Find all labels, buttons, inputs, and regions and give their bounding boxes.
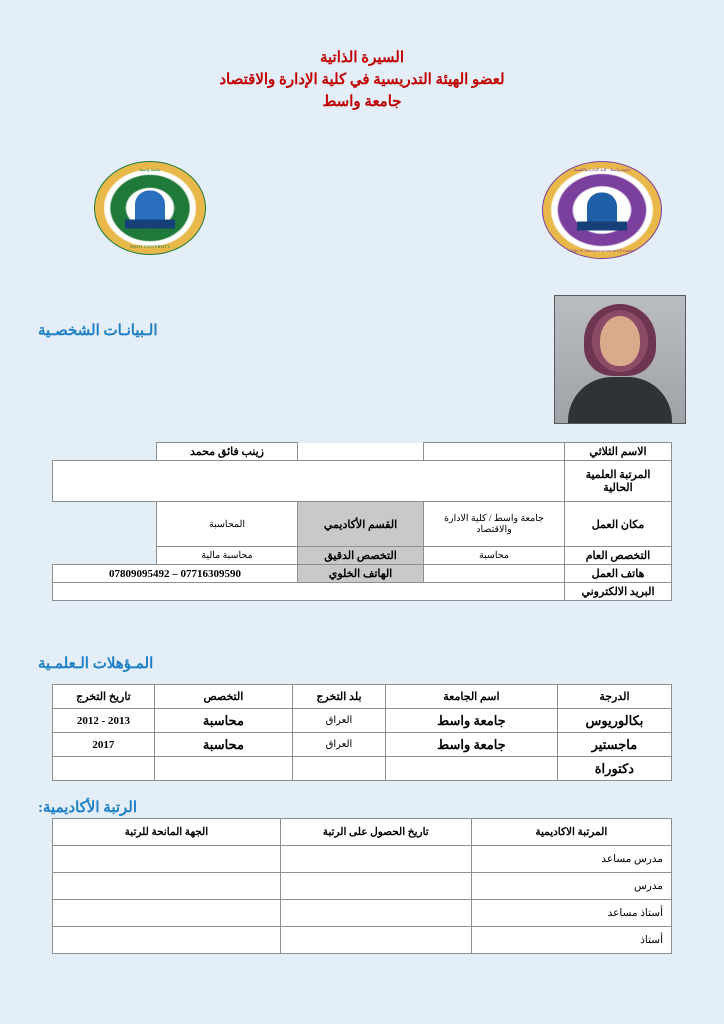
personal-mid-value: المحاسبة	[157, 502, 298, 547]
personal-mobile-value: 07716309590 – 07809095492	[53, 565, 298, 583]
personal-mid-label: القسم الأكاديمي	[298, 502, 424, 547]
college-administration-economics-logo	[544, 161, 662, 257]
section-title-personal: الـبيانـات الشخصـية	[38, 323, 158, 340]
wasit-university-logo	[96, 161, 206, 253]
table-row	[53, 709, 672, 733]
rank-header-grantor: الجهة المانحة للرتبة	[53, 819, 281, 846]
rank-date	[280, 927, 471, 954]
college-logo-bottom-text: College of Administration and Economics	[564, 248, 640, 254]
rank-date	[280, 873, 471, 900]
header-line-1: السيرة الذاتية	[319, 50, 405, 66]
personal-label: التخصص العام	[565, 547, 672, 565]
qual-graduation-date: 2017	[53, 733, 155, 757]
table-header-row	[53, 819, 672, 846]
personal-value	[53, 583, 565, 601]
qual-header-university: اسم الجامعة	[386, 685, 558, 709]
personal-value: جامعة واسط / كلية الادارة والاقتصاد	[424, 502, 565, 547]
table-row	[53, 733, 672, 757]
table-row	[53, 757, 672, 781]
personal-mid-label: الهاتف الخلوي	[298, 565, 424, 583]
qual-header-graduation-date: تاريخ التخرج	[53, 685, 155, 709]
personal-label: الاسم الثلاثي	[565, 443, 672, 461]
personal-label: المرتبة العلمية الحالية	[565, 461, 672, 502]
personal-data-table	[52, 442, 672, 601]
personal-value: محاسبة	[424, 547, 565, 565]
qual-header-specialty: التخصص	[154, 685, 292, 709]
personal-mid-value: محاسبة مالية	[157, 547, 298, 565]
table-row	[53, 873, 672, 900]
college-logo-top-text: جامعة واسط - كلية الإدارة والاقتصاد	[572, 167, 632, 173]
rank-name: أستاذ مساعد	[471, 900, 671, 927]
qual-specialty: محاسبة	[154, 709, 292, 733]
academic-rank-table	[52, 818, 672, 954]
table-row	[53, 502, 672, 547]
table-row	[53, 583, 672, 601]
table-row	[53, 461, 672, 502]
qual-graduation-date: 2013 - 2012	[53, 709, 155, 733]
rank-date	[280, 900, 471, 927]
table-row	[53, 547, 672, 565]
rank-grantor	[53, 927, 281, 954]
qual-country	[292, 757, 385, 781]
personal-value	[424, 443, 565, 461]
building-icon	[587, 193, 617, 231]
table-row	[53, 927, 672, 954]
qual-country: العراق	[292, 709, 385, 733]
building-icon	[135, 191, 165, 229]
header-line-3: جامعة واسط	[322, 93, 402, 110]
rank-header-date: تاريخ الحصول على الرتبة	[280, 819, 471, 846]
section-title-qualifications: المـؤهلات الـعلمـية	[38, 656, 154, 672]
photo-row	[0, 295, 724, 430]
table-header-row	[53, 685, 672, 709]
qual-university: جامعة واسط	[386, 709, 558, 733]
document-header	[0, 0, 724, 113]
qual-specialty: محاسبة	[154, 733, 292, 757]
personal-label: البريد الالكتروني	[565, 583, 672, 601]
personal-name-value: زينب فائق محمد	[157, 443, 298, 461]
section-title-academic-rank: الرتبة الأكاديمية:	[38, 800, 138, 816]
photo-body	[568, 377, 672, 423]
university-logo-bottom-text: WASIT UNIVERSITY	[129, 244, 171, 250]
rank-grantor	[53, 900, 281, 927]
rank-name: مدرس	[471, 873, 671, 900]
qual-degree: ماجستير	[557, 733, 671, 757]
rank-grantor	[53, 873, 281, 900]
qual-degree: دكتوراة	[557, 757, 671, 781]
academic-rank-table-wrapper	[52, 818, 672, 954]
qual-degree: بكالوريوس	[557, 709, 671, 733]
qual-header-country: بلد التخرج	[292, 685, 385, 709]
qualifications-table	[52, 684, 672, 781]
rank-name: مدرس مساعد	[471, 846, 671, 873]
qualifications-table-wrapper	[52, 684, 672, 781]
qual-specialty	[154, 757, 292, 781]
personal-value	[53, 461, 565, 502]
qual-university: جامعة واسط	[386, 733, 558, 757]
university-logo-top-text: جامعة واسط	[139, 167, 161, 173]
table-row	[53, 846, 672, 873]
qual-header-degree: الدرجة	[557, 685, 671, 709]
qual-graduation-date	[53, 757, 155, 781]
photo-face	[600, 316, 640, 366]
personal-label: مكان العمل	[565, 502, 672, 547]
table-row	[53, 900, 672, 927]
qual-university	[386, 757, 558, 781]
personal-data-table-wrapper	[52, 442, 672, 601]
rank-date	[280, 846, 471, 873]
header-line-2: لعضو الهيئة التدريسية في كلية الإدارة والاقتصاد	[219, 71, 505, 88]
staff-photo	[554, 295, 686, 424]
rank-header-rank: المرتبة الاكاديمية	[471, 819, 671, 846]
table-row	[53, 565, 672, 583]
personal-mid-label	[298, 443, 424, 461]
qual-country: العراق	[292, 733, 385, 757]
personal-mid-label: التخصص الدقيق	[298, 547, 424, 565]
logos-row	[0, 161, 724, 271]
personal-value	[424, 565, 565, 583]
rank-grantor	[53, 846, 281, 873]
table-row	[53, 443, 672, 461]
personal-label: هاتف العمل	[565, 565, 672, 583]
rank-name: أستاذ	[471, 927, 671, 954]
